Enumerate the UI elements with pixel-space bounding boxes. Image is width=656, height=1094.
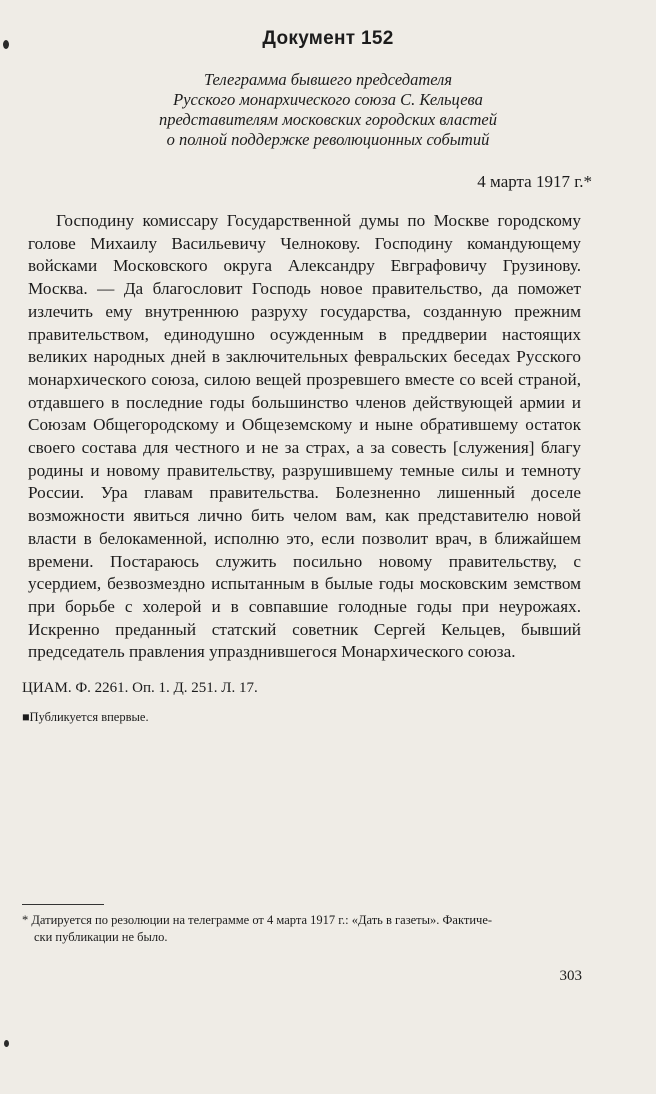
document-title: Документ 152 (262, 28, 394, 49)
subtitle-line: Телеграмма бывшего председателя (203, 70, 453, 89)
scan-speck (4, 1040, 9, 1047)
subtitle-line: Русского монархического союза С. Кельцева (173, 90, 483, 109)
publication-note: ■Публикуется впервые. (22, 710, 149, 724)
document-subtitle (60, 70, 596, 150)
archive-reference: ЦИАМ. Ф. 2261. Оп. 1. Д. 251. Л. 17. (22, 680, 258, 696)
footnote (22, 912, 582, 946)
document-body: Господину комиссару Государственной думы по Москве городскому голове Михаилу Васильевичу Челнокову. Господину командующему войсками Московского округа Александру Евграфовичу Грузинову. Москва. — Да благословит Господь новое правительство, да поможет излечить ему внутреннюю разруху государства, созданную прежним правительством, единодушно осужденным в преддверии настоящих великих народных дней в заключительных февральских беседах Русского монархического союза, силою вещей прозревшего вместе со всей страной, отдавшего в последние годы большинство членов действующей армии и Союзам Общегородскому и Общеземскому и ныне обратившему остаток своего состава для честного и не за страх, а за совесть [служения] благу родины и новому правительству, разрушившему темные силы и темноту России. Ура главам правительства. Болезненно лишенный доселе возможности явиться лично бить челом вам, как представителю новой власти в белокаменной, исполню это, если позволит врач, в ближайшем времени. Постараюсь служить посильно новому правительству, с усердием, безвозмездно испытанным в былые годы московским земством при борьбе с холерой и в совпавшие голодные годы при неурожаях. Искренно преданный статский советник Сергей Кельцев, бывший председатель правления упразднившегося Монархического союза. (28, 211, 581, 662)
scan-speck (3, 40, 9, 49)
footnote-line: ски публикации не было. (34, 930, 168, 944)
footnote-divider (22, 904, 104, 905)
footnote-line: * Датируется по резолюции на телеграмме от 4 марта 1917 г.: «Дать в газеты». Фактиче- (22, 913, 493, 927)
subtitle-line: о полной поддержке революционных событий (166, 130, 490, 149)
page-number: 303 (559, 968, 582, 984)
document-date: 4 марта 1917 г.* (477, 172, 592, 191)
subtitle-line: представителям московских городских властей (158, 110, 498, 129)
